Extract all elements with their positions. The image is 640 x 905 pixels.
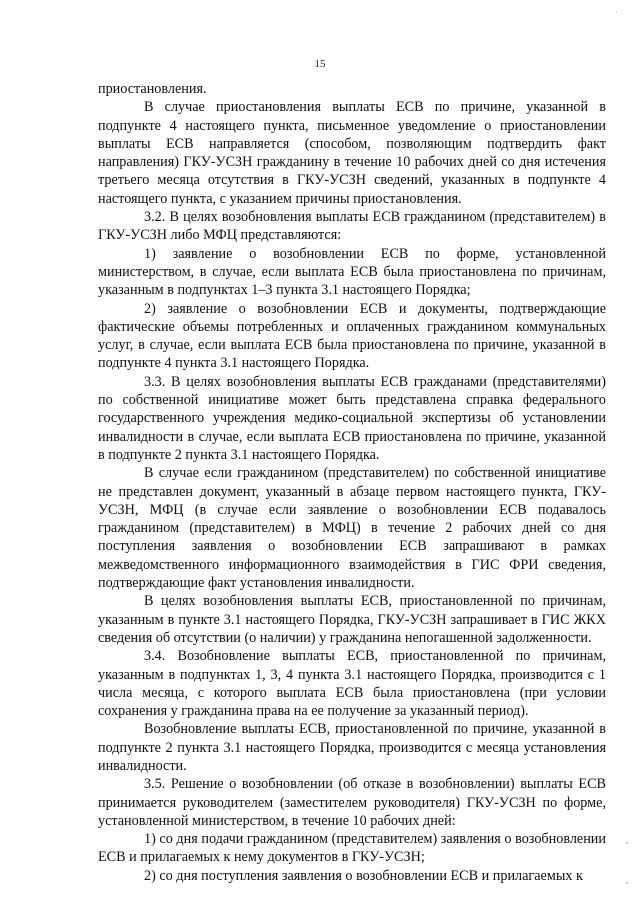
paragraph: 2) заявление о возобновлении ЕСВ и документы, подтверждающие фактические объемы потребленных и оплаченных гражданином коммунальных услуг, в случае, если выплата ЕСВ была приостановлена по причине, указанной в подпункте 4 пункта 3.1 настоящего Порядка. [98, 300, 606, 372]
paragraph: 1) заявление о возобновлении ЕСВ по форме, установленной министерством, в случае, если выплата ЕСВ была приостановлена по причинам, указанным в подпунктах 1–3 пункта 3.1 настоящего Порядка; [98, 245, 606, 299]
paragraph: 3.2. В целях возобновления выплаты ЕСВ гражданином (представителем) в ГКУ-УСЗН либо МФЦ представляются: [98, 209, 606, 244]
paragraph: 1) со дня подачи гражданином (представителем) заявления о возобновлении ЕСВ и прилагаемых к нему документов в ГКУ-УСЗН; [98, 831, 606, 866]
paragraph: приостановления. [98, 81, 207, 97]
paragraph: Возобновление выплаты ЕСВ, приостановленной по причине, указанной в подпункте 2 пункта 3.1 настоящего Порядка, производится с месяца установления инвалидности. [98, 721, 606, 774]
paragraph: 3.5. Решение о возобновлении (об отказе в возобновлении) выплаты ЕСВ принимается руководителем (заместителем руководителя) ГКУ-УСЗН по форме, установленной министерством, в течение 10 рабочих дней: [98, 776, 606, 829]
scan-speck [626, 842, 628, 844]
scan-mark: · [614, 8, 618, 19]
paragraph: В случае приостановления выплаты ЕСВ по причине, указанной в подпункте 4 настоящего пункта, письменное уведомление о приостановлении выплаты ЕСВ направляется (способом, позволяющим подтвердить факт направления) ГКУ-УСЗН гражданину в течение 10 рабочих дней со дня истечения третьего месяца отсутствия в ГКУ-УСЗН сведений, указанных в подпункте 4 настоящего пункта, с указанием причины приостановления. [98, 99, 606, 207]
paragraph: 2) со дня поступления заявления о возобновлении ЕСВ и прилагаемых к [144, 867, 583, 884]
paragraph: В случае если гражданином (представителем) по собственной инициативе не представлен документ, указанный в абзаце первом настоящего пункта, ГКУ-УСЗН, МФЦ (в случае если заявление о возобновлении ЕСВ подавалось гражданином (представителем) в МФЦ) в течение 2 рабочих дней со дня поступления заявления о возобновлении ЕСВ запрашивают в рамках межведомственного информационного взаимодействия в ГИС ФРИ сведения, подтверждающие факт установления инвалидности. [98, 465, 606, 592]
page-number: 15 [314, 58, 326, 70]
paragraph: 3.4. Возобновление выплаты ЕСВ, приостановленной по причинам, указанным в подпунктах 1, 3, 4 пункта 3.1 настоящего Порядка, производится с 1 числа месяца, с которого выплата ЕСВ была приостановлена (при условии сохранения у гражданина права на ее получение за указанный период). [98, 648, 606, 720]
scan-speck [626, 882, 628, 884]
paragraph: В целях возобновления выплаты ЕСВ, приостановленной по причинам, указанным в пункте 3.1 настоящего Порядка, ГКУ-УСЗН запрашивает в ГИС ЖКХ сведения об отсутствии (о наличии) у гражданина непогашенной задолженности. [98, 593, 606, 646]
document-body [98, 80, 606, 885]
paragraph: 3.3. В целях возобновления выплаты ЕСВ гражданами (представителями) по собственной инициативе может быть представлена справка федерального государственного учреждения медико-социальной экспертизы об установлении инвалидности в случае, если выплата ЕСВ приостановлена по причине, указанной в подпункте 2 пункта 3.1 настоящего Порядка. [98, 373, 606, 463]
